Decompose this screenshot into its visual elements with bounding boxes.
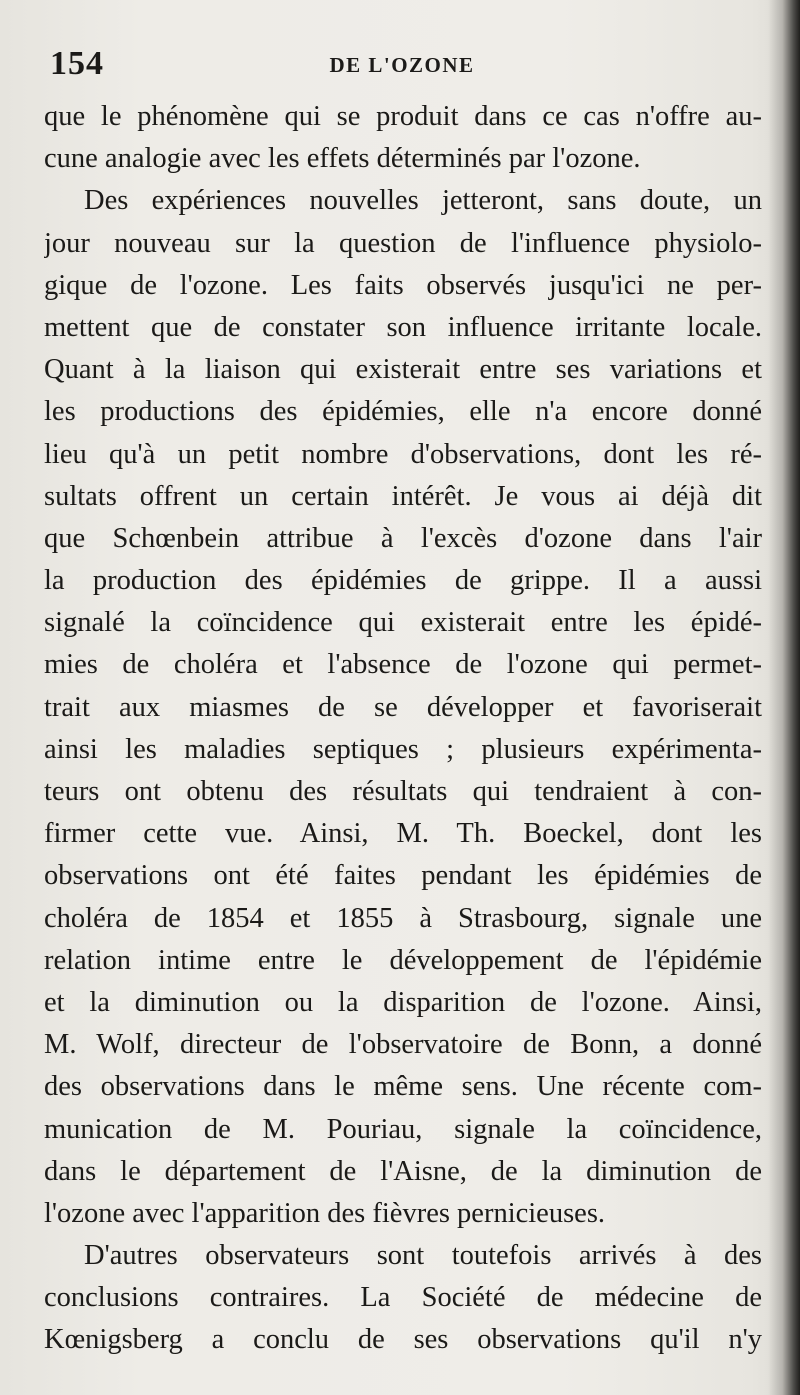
text-line: D'autres observateurs sont toutefois arrivés à des [84, 1240, 762, 1272]
text-line: trait aux miasmes de se développer et favoriserait [44, 691, 762, 723]
text-line: que le phénomène qui se produit dans ce cas n'offre au- [44, 101, 762, 132]
text-line: sultats offrent un certain intérêt. Je vous ai déjà dit [44, 480, 762, 512]
text-line: que Schœnbein attribue à l'excès d'ozone dans l'air [44, 522, 762, 554]
text-line: Kœnigsberg a conclu de ses observations qu'il n'y [44, 1324, 762, 1356]
page-header [44, 44, 760, 84]
body-text [44, 96, 762, 1362]
text-line: teurs ont obtenu des résultats qui tendraient à con- [44, 776, 762, 807]
running-title: DE L'OZONE [329, 53, 475, 77]
text-line: gique de l'ozone. Les faits observés jusqu'ici ne per- [44, 269, 762, 301]
text-line: mettent que de constater son influence irritante locale. [44, 311, 762, 343]
text-line: relation intime entre le développement de l'épidémie [44, 944, 762, 976]
text-line: ainsi les maladies septiques ; plusieurs expérimenta- [44, 733, 762, 765]
text-line: signalé la coïncidence qui existerait entre les épidé- [44, 607, 762, 639]
text-line: des observations dans le même sens. Une récente com- [44, 1071, 762, 1103]
text-line: Quant à la liaison qui existerait entre ses variations et [44, 354, 762, 386]
text-line: lieu qu'à un petit nombre d'observations, dont les ré- [44, 438, 762, 470]
text-line: firmer cette vue. Ainsi, M. Th. Boeckel, dont les [44, 818, 762, 850]
text-line: choléra de 1854 et 1855 à Strasbourg, signale une [44, 902, 762, 934]
text-line: conclusions contraires. La Société de médecine de [44, 1282, 762, 1314]
text-line: les productions des épidémies, elle n'a encore donné [44, 396, 762, 428]
text-line: dans le département de l'Aisne, de la diminution de [44, 1155, 762, 1187]
text-line: l'ozone avec l'apparition des fièvres pernicieuses. [44, 1197, 606, 1229]
text-line: la production des épidémies de grippe. Il a aussi [44, 565, 762, 597]
text-line: et la diminution ou la disparition de l'ozone. Ainsi, [44, 986, 762, 1018]
text-line: cune analogie avec les effets déterminés par l'ozone. [44, 143, 641, 175]
text-line: observations ont été faites pendant les épidémies de [44, 860, 762, 892]
book-spine-shadow [768, 0, 800, 1395]
page-number: 154 [50, 45, 104, 82]
text-line: Des expériences nouvelles jetteront, sans doute, un [84, 185, 762, 217]
text-line: M. Wolf, directeur de l'observatoire de Bonn, a donné [44, 1029, 762, 1061]
text-line: munication de M. Pouriau, signale la coïncidence, [44, 1113, 762, 1145]
text-line: jour nouveau sur la question de l'influence physiolo- [44, 227, 762, 259]
text-line: mies de choléra et l'absence de l'ozone qui permet- [44, 649, 762, 681]
